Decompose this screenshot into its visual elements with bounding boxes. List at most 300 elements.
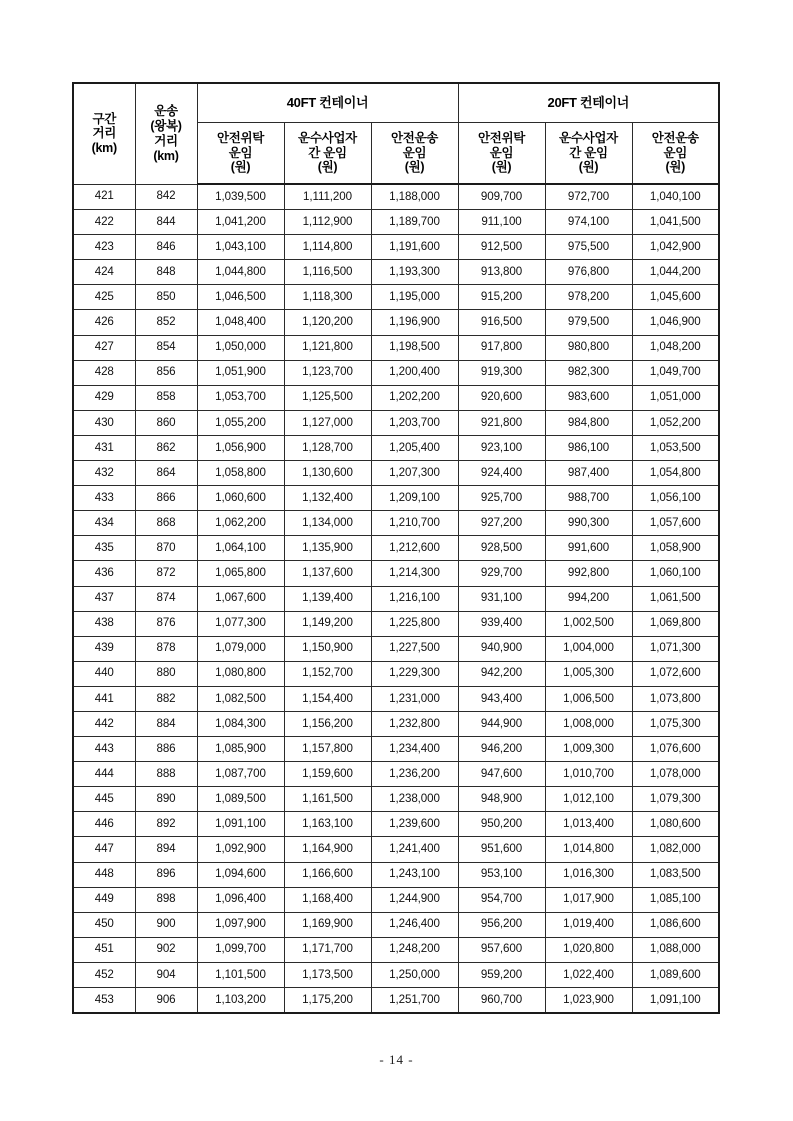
cell-round-trip-distance: 872 (135, 561, 197, 586)
cell-40ft-consign-fare: 1,101,500 (197, 962, 284, 987)
cell-round-trip-distance: 848 (135, 260, 197, 285)
cell-40ft-intercarrier-fare: 1,157,800 (284, 737, 371, 762)
cell-section-distance: 423 (73, 235, 135, 260)
cell-section-distance: 436 (73, 561, 135, 586)
cell-20ft-intercarrier-fare: 1,017,900 (545, 887, 632, 912)
header-row-groups (73, 83, 719, 123)
cell-40ft-safetransport-fare: 1,188,000 (371, 184, 458, 210)
cell-section-distance: 447 (73, 837, 135, 862)
cell-20ft-consign-fare: 929,700 (458, 561, 545, 586)
cell-section-distance: 440 (73, 661, 135, 686)
cell-20ft-intercarrier-fare: 986,100 (545, 435, 632, 460)
cell-section-distance: 424 (73, 260, 135, 285)
cell-round-trip-distance: 894 (135, 837, 197, 862)
cell-round-trip-distance: 854 (135, 335, 197, 360)
cell-20ft-consign-fare: 920,600 (458, 385, 545, 410)
cell-20ft-intercarrier-fare: 974,100 (545, 210, 632, 235)
cell-20ft-intercarrier-fare: 1,016,300 (545, 862, 632, 887)
cell-40ft-intercarrier-fare: 1,164,900 (284, 837, 371, 862)
cell-round-trip-distance: 898 (135, 887, 197, 912)
cell-20ft-consign-fare: 913,800 (458, 260, 545, 285)
header-line: 운수사업자 (298, 130, 357, 145)
cell-40ft-intercarrier-fare: 1,175,200 (284, 988, 371, 1014)
cell-20ft-safetransport-fare: 1,051,000 (632, 385, 719, 410)
cell-20ft-consign-fare: 909,700 (458, 184, 545, 210)
cell-40ft-consign-fare: 1,092,900 (197, 837, 284, 862)
header-line: 안전운송 (390, 130, 439, 145)
cell-40ft-intercarrier-fare: 1,173,500 (284, 962, 371, 987)
cell-40ft-intercarrier-fare: 1,152,700 (284, 661, 371, 686)
cell-20ft-safetransport-fare: 1,054,800 (632, 461, 719, 486)
cell-round-trip-distance: 900 (135, 912, 197, 937)
cell-20ft-safetransport-fare: 1,080,600 (632, 812, 719, 837)
cell-20ft-consign-fare: 944,900 (458, 711, 545, 736)
cell-20ft-consign-fare: 924,400 (458, 461, 545, 486)
cell-20ft-intercarrier-fare: 994,200 (545, 586, 632, 611)
table-row (73, 962, 719, 987)
header-line: 간 운임 (308, 145, 347, 160)
cell-20ft-intercarrier-fare: 1,010,700 (545, 762, 632, 787)
header-sub-40ft-safetransport (371, 123, 458, 185)
table-row (73, 210, 719, 235)
table-row (73, 787, 719, 812)
cell-40ft-consign-fare: 1,050,000 (197, 335, 284, 360)
cell-section-distance: 427 (73, 335, 135, 360)
cell-40ft-intercarrier-fare: 1,137,600 (284, 561, 371, 586)
cell-40ft-intercarrier-fare: 1,166,600 (284, 862, 371, 887)
cell-40ft-consign-fare: 1,084,300 (197, 711, 284, 736)
cell-40ft-consign-fare: 1,039,500 (197, 184, 284, 210)
cell-section-distance: 444 (73, 762, 135, 787)
table-row (73, 511, 719, 536)
header-sub-20ft-consign (458, 123, 545, 185)
cell-round-trip-distance: 862 (135, 435, 197, 460)
header-line: (원) (665, 160, 686, 175)
cell-40ft-consign-fare: 1,097,900 (197, 912, 284, 937)
table-row (73, 611, 719, 636)
cell-20ft-safetransport-fare: 1,040,100 (632, 184, 719, 210)
cell-round-trip-distance: 842 (135, 184, 197, 210)
cell-20ft-safetransport-fare: 1,091,100 (632, 988, 719, 1014)
cell-20ft-intercarrier-fare: 1,023,900 (545, 988, 632, 1014)
cell-20ft-intercarrier-fare: 982,300 (545, 360, 632, 385)
cell-20ft-intercarrier-fare: 1,002,500 (545, 611, 632, 636)
cell-20ft-safetransport-fare: 1,082,000 (632, 837, 719, 862)
cell-40ft-intercarrier-fare: 1,114,800 (284, 235, 371, 260)
cell-round-trip-distance: 852 (135, 310, 197, 335)
cell-40ft-safetransport-fare: 1,229,300 (371, 661, 458, 686)
cell-40ft-consign-fare: 1,046,500 (197, 285, 284, 310)
cell-section-distance: 451 (73, 937, 135, 962)
header-line: (원) (230, 160, 251, 175)
cell-20ft-intercarrier-fare: 1,005,300 (545, 661, 632, 686)
cell-40ft-safetransport-fare: 1,216,100 (371, 586, 458, 611)
table-row (73, 937, 719, 962)
cell-40ft-consign-fare: 1,055,200 (197, 410, 284, 435)
cell-section-distance: 435 (73, 536, 135, 561)
rate-table-container (72, 82, 718, 1014)
cell-40ft-safetransport-fare: 1,244,900 (371, 887, 458, 912)
cell-40ft-safetransport-fare: 1,232,800 (371, 711, 458, 736)
header-line: (원) (404, 160, 425, 175)
cell-20ft-safetransport-fare: 1,056,100 (632, 486, 719, 511)
cell-section-distance: 422 (73, 210, 135, 235)
cell-40ft-safetransport-fare: 1,234,400 (371, 737, 458, 762)
cell-40ft-consign-fare: 1,060,600 (197, 486, 284, 511)
cell-40ft-consign-fare: 1,082,500 (197, 686, 284, 711)
cell-40ft-intercarrier-fare: 1,123,700 (284, 360, 371, 385)
cell-40ft-safetransport-fare: 1,236,200 (371, 762, 458, 787)
table-row (73, 812, 719, 837)
cell-section-distance: 442 (73, 711, 135, 736)
cell-20ft-intercarrier-fare: 1,004,000 (545, 636, 632, 661)
cell-40ft-consign-fare: 1,087,700 (197, 762, 284, 787)
table-row (73, 661, 719, 686)
cell-20ft-consign-fare: 915,200 (458, 285, 545, 310)
cell-40ft-safetransport-fare: 1,191,600 (371, 235, 458, 260)
cell-round-trip-distance: 902 (135, 937, 197, 962)
cell-round-trip-distance: 880 (135, 661, 197, 686)
cell-20ft-intercarrier-fare: 1,022,400 (545, 962, 632, 987)
cell-40ft-consign-fare: 1,044,800 (197, 260, 284, 285)
cell-20ft-consign-fare: 927,200 (458, 511, 545, 536)
cell-section-distance: 441 (73, 686, 135, 711)
cell-20ft-intercarrier-fare: 983,600 (545, 385, 632, 410)
cell-40ft-safetransport-fare: 1,225,800 (371, 611, 458, 636)
cell-round-trip-distance: 856 (135, 360, 197, 385)
cell-40ft-safetransport-fare: 1,214,300 (371, 561, 458, 586)
cell-40ft-safetransport-fare: 1,231,000 (371, 686, 458, 711)
cell-20ft-consign-fare: 942,200 (458, 661, 545, 686)
table-row (73, 235, 719, 260)
header-line: 운송 (154, 104, 178, 119)
cell-40ft-consign-fare: 1,080,800 (197, 661, 284, 686)
cell-40ft-consign-fare: 1,077,300 (197, 611, 284, 636)
table-row (73, 385, 719, 410)
cell-round-trip-distance: 884 (135, 711, 197, 736)
cell-40ft-intercarrier-fare: 1,156,200 (284, 711, 371, 736)
header-line: 안전위탁 (477, 130, 526, 145)
header-line: 운수사업자 (559, 130, 618, 145)
table-row (73, 260, 719, 285)
cell-40ft-intercarrier-fare: 1,120,200 (284, 310, 371, 335)
cell-40ft-safetransport-fare: 1,239,600 (371, 812, 458, 837)
cell-20ft-consign-fare: 954,700 (458, 887, 545, 912)
cell-20ft-intercarrier-fare: 980,800 (545, 335, 632, 360)
cell-40ft-intercarrier-fare: 1,135,900 (284, 536, 371, 561)
cell-40ft-consign-fare: 1,096,400 (197, 887, 284, 912)
header-line: (원) (578, 160, 599, 175)
cell-20ft-safetransport-fare: 1,052,200 (632, 410, 719, 435)
header-line: (km) (91, 141, 117, 156)
table-row (73, 586, 719, 611)
cell-round-trip-distance: 844 (135, 210, 197, 235)
cell-20ft-consign-fare: 951,600 (458, 837, 545, 862)
cell-40ft-consign-fare: 1,067,600 (197, 586, 284, 611)
cell-40ft-safetransport-fare: 1,207,300 (371, 461, 458, 486)
cell-section-distance: 445 (73, 787, 135, 812)
header-round-trip-distance (135, 83, 197, 184)
cell-40ft-consign-fare: 1,053,700 (197, 385, 284, 410)
cell-20ft-intercarrier-fare: 1,008,000 (545, 711, 632, 736)
cell-20ft-safetransport-fare: 1,049,700 (632, 360, 719, 385)
cell-round-trip-distance: 850 (135, 285, 197, 310)
cell-round-trip-distance: 886 (135, 737, 197, 762)
header-line: (왕복) (150, 119, 182, 133)
cell-20ft-safetransport-fare: 1,041,500 (632, 210, 719, 235)
cell-section-distance: 452 (73, 962, 135, 987)
cell-40ft-safetransport-fare: 1,195,000 (371, 285, 458, 310)
cell-20ft-intercarrier-fare: 988,700 (545, 486, 632, 511)
cell-40ft-consign-fare: 1,065,800 (197, 561, 284, 586)
cell-40ft-safetransport-fare: 1,227,500 (371, 636, 458, 661)
header-group-40ft: 40FT 컨테이너 (197, 83, 458, 123)
cell-20ft-consign-fare: 940,900 (458, 636, 545, 661)
cell-round-trip-distance: 878 (135, 636, 197, 661)
cell-20ft-intercarrier-fare: 975,500 (545, 235, 632, 260)
cell-20ft-safetransport-fare: 1,089,600 (632, 962, 719, 987)
cell-section-distance: 453 (73, 988, 135, 1014)
cell-round-trip-distance: 846 (135, 235, 197, 260)
cell-round-trip-distance: 868 (135, 511, 197, 536)
cell-20ft-intercarrier-fare: 992,800 (545, 561, 632, 586)
cell-40ft-consign-fare: 1,062,200 (197, 511, 284, 536)
cell-20ft-safetransport-fare: 1,053,500 (632, 435, 719, 460)
header-line: 운임 (663, 145, 688, 160)
cell-40ft-intercarrier-fare: 1,111,200 (284, 184, 371, 210)
cell-20ft-safetransport-fare: 1,045,600 (632, 285, 719, 310)
cell-20ft-intercarrier-fare: 990,300 (545, 511, 632, 536)
cell-20ft-consign-fare: 931,100 (458, 586, 545, 611)
cell-20ft-consign-fare: 919,300 (458, 360, 545, 385)
cell-40ft-intercarrier-fare: 1,149,200 (284, 611, 371, 636)
header-sub-40ft-consign (197, 123, 284, 185)
cell-20ft-safetransport-fare: 1,071,300 (632, 636, 719, 661)
cell-40ft-intercarrier-fare: 1,163,100 (284, 812, 371, 837)
table-row (73, 762, 719, 787)
cell-section-distance: 439 (73, 636, 135, 661)
cell-round-trip-distance: 904 (135, 962, 197, 987)
table-row (73, 184, 719, 210)
cell-40ft-consign-fare: 1,094,600 (197, 862, 284, 887)
cell-40ft-safetransport-fare: 1,200,400 (371, 360, 458, 385)
table-row (73, 912, 719, 937)
freight-rate-table (72, 82, 720, 1014)
cell-section-distance: 421 (73, 184, 135, 210)
table-row (73, 636, 719, 661)
cell-round-trip-distance: 874 (135, 586, 197, 611)
cell-40ft-intercarrier-fare: 1,150,900 (284, 636, 371, 661)
cell-section-distance: 437 (73, 586, 135, 611)
cell-20ft-intercarrier-fare: 1,020,800 (545, 937, 632, 962)
cell-20ft-intercarrier-fare: 1,019,400 (545, 912, 632, 937)
cell-20ft-intercarrier-fare: 976,800 (545, 260, 632, 285)
cell-section-distance: 433 (73, 486, 135, 511)
cell-20ft-safetransport-fare: 1,042,900 (632, 235, 719, 260)
cell-section-distance: 428 (73, 360, 135, 385)
cell-40ft-intercarrier-fare: 1,112,900 (284, 210, 371, 235)
cell-40ft-safetransport-fare: 1,209,100 (371, 486, 458, 511)
cell-20ft-consign-fare: 960,700 (458, 988, 545, 1014)
cell-20ft-intercarrier-fare: 1,009,300 (545, 737, 632, 762)
cell-40ft-consign-fare: 1,079,000 (197, 636, 284, 661)
cell-40ft-safetransport-fare: 1,212,600 (371, 536, 458, 561)
cell-20ft-consign-fare: 953,100 (458, 862, 545, 887)
cell-round-trip-distance: 896 (135, 862, 197, 887)
header-sub-40ft-intercarrier (284, 123, 371, 185)
cell-20ft-intercarrier-fare: 978,200 (545, 285, 632, 310)
cell-round-trip-distance: 888 (135, 762, 197, 787)
cell-40ft-consign-fare: 1,058,800 (197, 461, 284, 486)
header-sub-20ft-intercarrier (545, 123, 632, 185)
cell-40ft-intercarrier-fare: 1,125,500 (284, 385, 371, 410)
cell-section-distance: 450 (73, 912, 135, 937)
cell-section-distance: 430 (73, 410, 135, 435)
header-line: 운임 (228, 145, 253, 160)
cell-section-distance: 448 (73, 862, 135, 887)
header-section-distance (73, 83, 135, 184)
header-line: (원) (491, 160, 512, 175)
cell-20ft-consign-fare: 947,600 (458, 762, 545, 787)
table-row (73, 410, 719, 435)
cell-20ft-consign-fare: 959,200 (458, 962, 545, 987)
table-row (73, 285, 719, 310)
cell-20ft-consign-fare: 925,700 (458, 486, 545, 511)
table-row (73, 335, 719, 360)
table-row (73, 310, 719, 335)
cell-20ft-intercarrier-fare: 1,014,800 (545, 837, 632, 862)
cell-round-trip-distance: 860 (135, 410, 197, 435)
cell-40ft-consign-fare: 1,091,100 (197, 812, 284, 837)
cell-20ft-intercarrier-fare: 1,012,100 (545, 787, 632, 812)
cell-20ft-intercarrier-fare: 987,400 (545, 461, 632, 486)
cell-40ft-consign-fare: 1,048,400 (197, 310, 284, 335)
cell-20ft-safetransport-fare: 1,061,500 (632, 586, 719, 611)
cell-20ft-consign-fare: 912,500 (458, 235, 545, 260)
cell-20ft-safetransport-fare: 1,046,900 (632, 310, 719, 335)
cell-20ft-consign-fare: 917,800 (458, 335, 545, 360)
cell-40ft-intercarrier-fare: 1,154,400 (284, 686, 371, 711)
cell-20ft-intercarrier-fare: 991,600 (545, 536, 632, 561)
table-row (73, 435, 719, 460)
cell-section-distance: 431 (73, 435, 135, 460)
cell-20ft-intercarrier-fare: 984,800 (545, 410, 632, 435)
cell-40ft-intercarrier-fare: 1,127,000 (284, 410, 371, 435)
cell-round-trip-distance: 882 (135, 686, 197, 711)
cell-20ft-safetransport-fare: 1,073,800 (632, 686, 719, 711)
cell-20ft-consign-fare: 948,900 (458, 787, 545, 812)
cell-40ft-safetransport-fare: 1,238,000 (371, 787, 458, 812)
table-row (73, 887, 719, 912)
cell-40ft-consign-fare: 1,056,900 (197, 435, 284, 460)
cell-20ft-consign-fare: 921,800 (458, 410, 545, 435)
cell-40ft-consign-fare: 1,089,500 (197, 787, 284, 812)
cell-round-trip-distance: 890 (135, 787, 197, 812)
cell-section-distance: 432 (73, 461, 135, 486)
cell-20ft-consign-fare: 946,200 (458, 737, 545, 762)
cell-20ft-safetransport-fare: 1,048,200 (632, 335, 719, 360)
table-header (73, 83, 719, 184)
header-line: 안전위탁 (216, 130, 265, 145)
header-line: 구간 (92, 111, 117, 126)
cell-40ft-intercarrier-fare: 1,139,400 (284, 586, 371, 611)
cell-20ft-intercarrier-fare: 1,006,500 (545, 686, 632, 711)
cell-20ft-safetransport-fare: 1,083,500 (632, 862, 719, 887)
header-group-20ft: 20FT 컨테이너 (458, 83, 719, 123)
table-row (73, 862, 719, 887)
cell-20ft-consign-fare: 923,100 (458, 435, 545, 460)
cell-section-distance: 438 (73, 611, 135, 636)
cell-40ft-consign-fare: 1,041,200 (197, 210, 284, 235)
header-line: 거리 (154, 133, 178, 148)
cell-20ft-safetransport-fare: 1,058,900 (632, 536, 719, 561)
cell-40ft-intercarrier-fare: 1,134,000 (284, 511, 371, 536)
cell-40ft-intercarrier-fare: 1,121,800 (284, 335, 371, 360)
cell-round-trip-distance: 864 (135, 461, 197, 486)
header-line: 운임 (402, 145, 427, 160)
table-body (73, 184, 719, 1013)
cell-20ft-consign-fare: 916,500 (458, 310, 545, 335)
table-row (73, 988, 719, 1014)
cell-20ft-consign-fare: 957,600 (458, 937, 545, 962)
table-row (73, 711, 719, 736)
cell-20ft-safetransport-fare: 1,076,600 (632, 737, 719, 762)
cell-20ft-consign-fare: 928,500 (458, 536, 545, 561)
cell-section-distance: 443 (73, 737, 135, 762)
table-row (73, 461, 719, 486)
cell-40ft-safetransport-fare: 1,202,200 (371, 385, 458, 410)
cell-20ft-safetransport-fare: 1,086,600 (632, 912, 719, 937)
cell-20ft-intercarrier-fare: 972,700 (545, 184, 632, 210)
cell-section-distance: 434 (73, 511, 135, 536)
cell-40ft-consign-fare: 1,099,700 (197, 937, 284, 962)
cell-40ft-intercarrier-fare: 1,171,700 (284, 937, 371, 962)
table-row (73, 686, 719, 711)
cell-40ft-consign-fare: 1,051,900 (197, 360, 284, 385)
cell-20ft-consign-fare: 956,200 (458, 912, 545, 937)
cell-40ft-safetransport-fare: 1,250,000 (371, 962, 458, 987)
cell-20ft-consign-fare: 911,100 (458, 210, 545, 235)
cell-40ft-intercarrier-fare: 1,130,600 (284, 461, 371, 486)
cell-round-trip-distance: 858 (135, 385, 197, 410)
cell-40ft-safetransport-fare: 1,196,900 (371, 310, 458, 335)
header-line: 간 운임 (569, 145, 608, 160)
header-sub-20ft-safetransport (632, 123, 719, 185)
cell-40ft-intercarrier-fare: 1,169,900 (284, 912, 371, 937)
cell-20ft-safetransport-fare: 1,079,300 (632, 787, 719, 812)
cell-40ft-intercarrier-fare: 1,159,600 (284, 762, 371, 787)
cell-40ft-safetransport-fare: 1,189,700 (371, 210, 458, 235)
cell-section-distance: 425 (73, 285, 135, 310)
cell-40ft-consign-fare: 1,043,100 (197, 235, 284, 260)
cell-40ft-consign-fare: 1,103,200 (197, 988, 284, 1014)
cell-20ft-safetransport-fare: 1,044,200 (632, 260, 719, 285)
cell-40ft-intercarrier-fare: 1,118,300 (284, 285, 371, 310)
cell-section-distance: 446 (73, 812, 135, 837)
cell-40ft-safetransport-fare: 1,210,700 (371, 511, 458, 536)
cell-40ft-safetransport-fare: 1,241,400 (371, 837, 458, 862)
cell-20ft-safetransport-fare: 1,069,800 (632, 611, 719, 636)
cell-40ft-intercarrier-fare: 1,132,400 (284, 486, 371, 511)
header-line: 운임 (489, 145, 514, 160)
page-number: - 14 - (379, 1052, 414, 1067)
cell-20ft-safetransport-fare: 1,060,100 (632, 561, 719, 586)
cell-20ft-consign-fare: 939,400 (458, 611, 545, 636)
header-line: (km) (153, 148, 179, 163)
cell-20ft-safetransport-fare: 1,088,000 (632, 937, 719, 962)
cell-40ft-intercarrier-fare: 1,116,500 (284, 260, 371, 285)
cell-40ft-safetransport-fare: 1,248,200 (371, 937, 458, 962)
